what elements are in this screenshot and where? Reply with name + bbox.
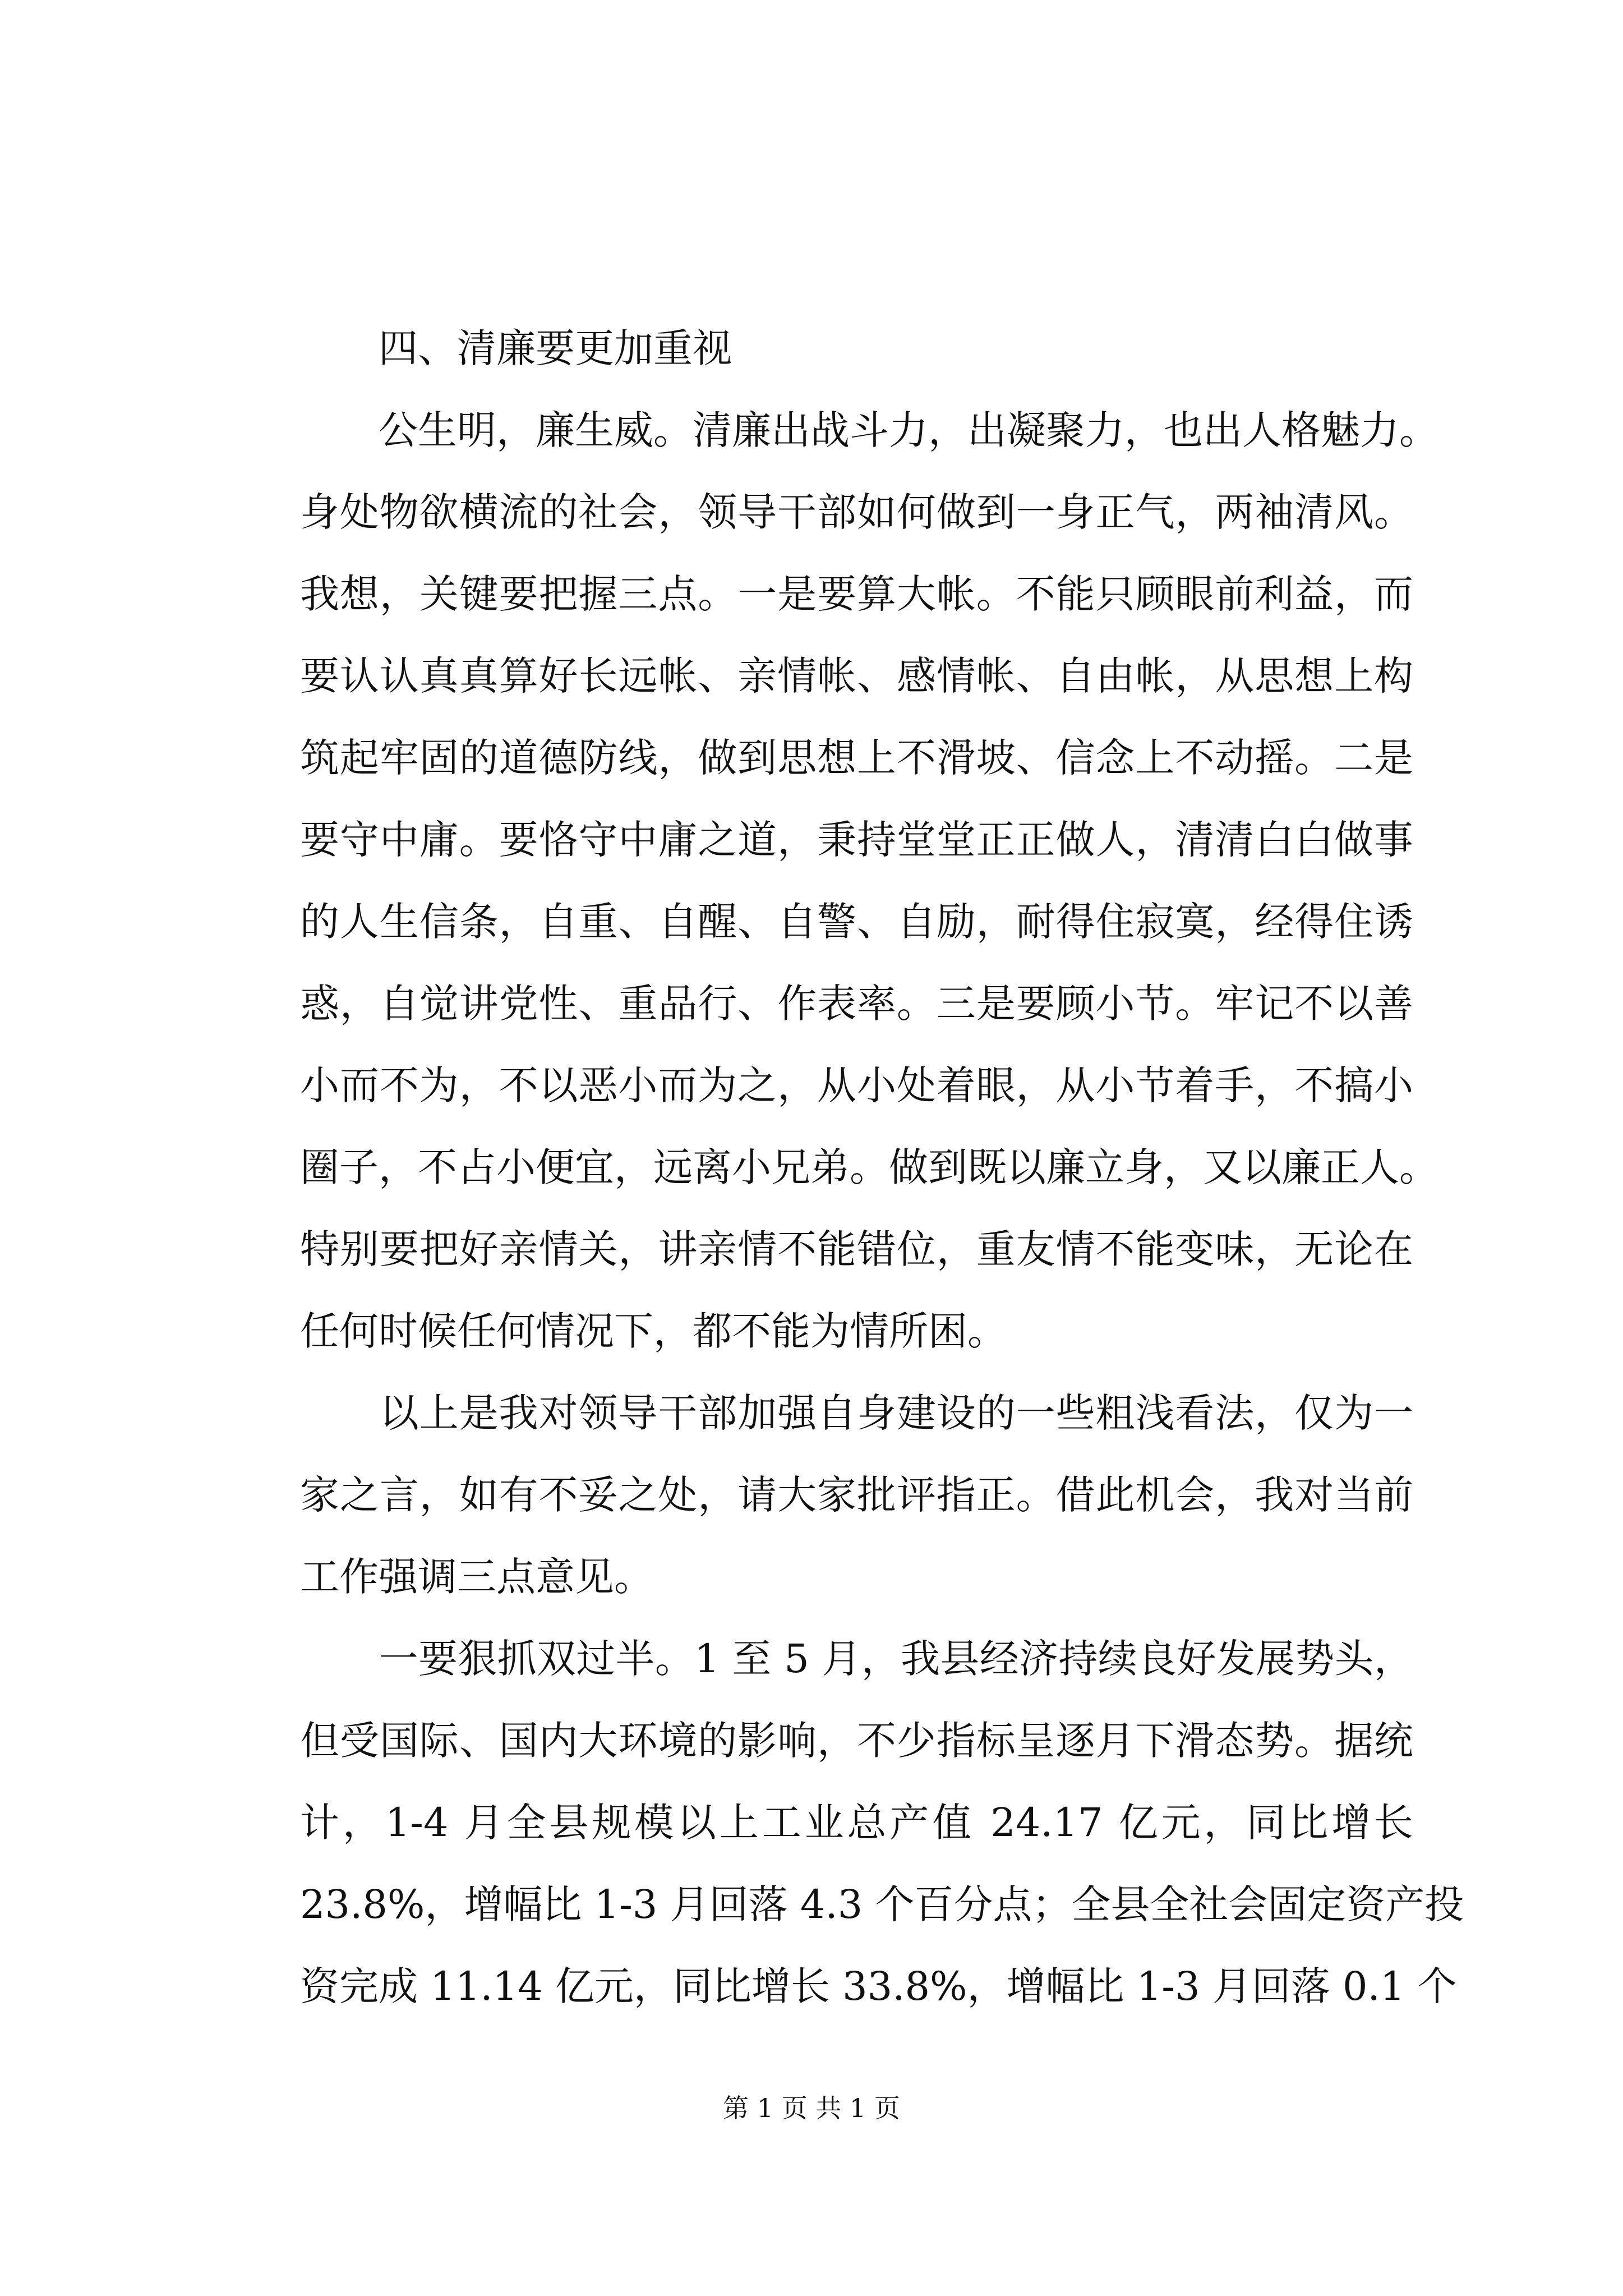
text-line: 23.8%，增幅比 1-3 月回落 4.3 个百分点；全县全社会固定资产投 <box>300 1881 1464 1927</box>
text-line: 工作强调三点意见。 <box>300 1554 653 1600</box>
text-line: 筑起牢固的道德防线，做到思想上不滑坡、信念上不动摇。二是 <box>300 735 1413 781</box>
text-line: 资完成 11.14 亿元，同比增长 33.8%，增幅比 1-3 月回落 0.1 个 <box>300 1963 1457 2009</box>
paragraph-3 <box>300 1618 1464 2027</box>
text-line: 任何时候任何情况下，都不能为情所困。 <box>300 1308 1007 1354</box>
text-line: 但受国际、国内大环境的影响，不少指标呈逐月下滑态势。据统 <box>300 1718 1413 1764</box>
document-body <box>300 307 1464 2027</box>
text-line: 计，1-4 月全县规模以上工业总产值 24.17 亿元，同比增长 <box>300 1800 1413 1846</box>
text-line: 以上是我对领导干部加强自身建设的一些粗浅看法，仅为一 <box>300 1390 1413 1436</box>
text-line: 我想，关键要把握三点。一是要算大帐。不能只顾眼前利益，而 <box>300 571 1413 617</box>
text-line: 身处物欲横流的社会，领导干部如何做到一身正气，两袖清风。 <box>300 489 1413 535</box>
text-line: 的人生信条，自重、自醒、自警、自励，耐得住寂寞，经得住诱 <box>300 899 1413 945</box>
text-line: 小而不为，不以恶小而为之，从小处着眼，从小节着手，不搞小 <box>300 1062 1413 1108</box>
text-line: 要认认真真算好长远帐、亲情帐、感情帐、自由帐，从思想上构 <box>300 653 1413 699</box>
text-line: 公生明，廉生威。清廉出战斗力，出凝聚力，也出人格魅力。 <box>300 407 1438 453</box>
text-line: 一要狠抓双过半。1 至 5 月，我县经济持续良好发展势头， <box>300 1636 1413 1682</box>
text-line: 家之言，如有不妥之处，请大家批评指正。借此机会，我对当前 <box>300 1472 1413 1518</box>
page-number-footer: 第 1 页 共 1 页 <box>723 2093 900 2123</box>
text-line: 要守中庸。要恪守中庸之道，秉持堂堂正正做人，清清白白做事 <box>300 817 1413 863</box>
text-line: 惑，自觉讲党性、重品行、作表率。三是要顾小节。牢记不以善 <box>300 981 1413 1027</box>
text-line: 圈子，不占小便宜，远离小兄弟。做到既以廉立身，又以廉正人。 <box>300 1144 1438 1190</box>
text-line: 特别要把好亲情关，讲亲情不能错位，重友情不能变味，无论在 <box>300 1226 1413 1272</box>
paragraph-2 <box>300 1372 1413 1618</box>
paragraph-1 <box>300 389 1438 1372</box>
section-heading: 四、清廉要更加重视 <box>300 325 732 371</box>
